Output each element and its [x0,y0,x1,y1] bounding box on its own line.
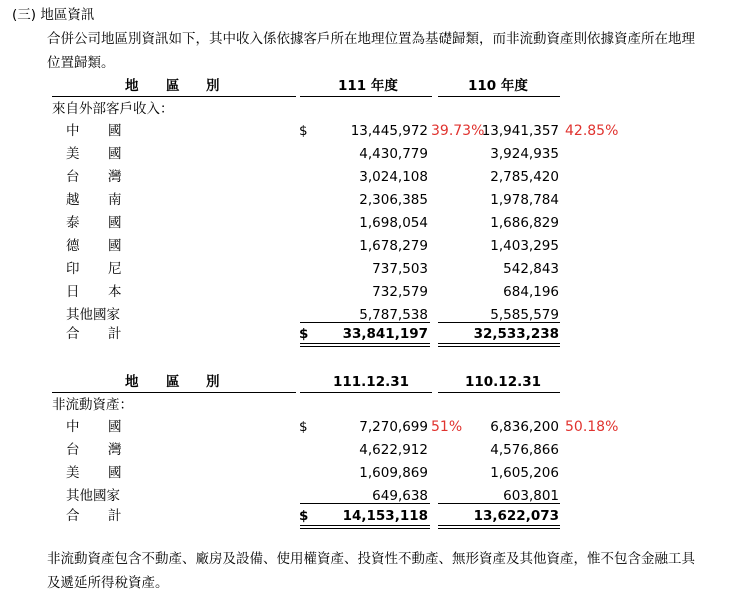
header-col-2022: 111 年度 [338,78,398,94]
footnote-line-1: 非流動資產包含不動產、廠房及設備、使用權資產、投資性不動產、無形資產及其他資產，惟不包含金融工具 [47,551,695,567]
total-label-char: 計 [108,508,122,524]
row-label-char: 美 [66,146,80,162]
row-label-char: 中 [66,123,80,139]
currency-symbol: $ [299,326,309,342]
value-2021: 603,801 [503,488,559,504]
value-2021: 1,605,206 [490,465,559,481]
value-2022: 732,579 [372,284,428,300]
value-2022: 649,638 [372,488,428,504]
row-label-char: 台 [66,442,80,458]
total-double-underline [300,343,430,347]
row-label-char: 本 [108,284,122,300]
row-label-char: 印 [66,261,80,277]
value-2022: 737,503 [372,261,428,277]
row-label-char: 尼 [108,261,122,277]
value-2021: 1,403,295 [490,238,559,254]
row-label-char: 日 [66,284,80,300]
value-2022: 5,787,538 [359,307,428,323]
header-underline [300,96,432,97]
subtotal-underline [438,322,560,323]
row-label-char: 中 [66,419,80,435]
header-col-2021: 110 年度 [468,78,528,94]
total-2021: 32,533,238 [473,326,559,342]
header-region-char: 區 [166,374,180,390]
annotation-percent: 50.18% [565,419,619,435]
row-label-char: 德 [66,238,80,254]
footnote-line-2: 及遞延所得稅資產。 [47,575,169,591]
annotation-percent: 39.73% [431,123,485,139]
value-2022: 1,698,054 [359,215,428,231]
header-underline [300,392,432,393]
row-label: 其他國家 [66,307,120,323]
header-col-2021: 110.12.31 [465,374,542,390]
row-label-char: 國 [108,146,122,162]
row-label-char: 國 [108,215,122,231]
subtotal-underline [438,503,560,504]
value-2022: 7,270,699 [359,419,428,435]
annotation-percent: 51% [431,419,463,435]
annotation-percent: 42.85% [565,123,619,139]
row-label-char: 泰 [66,215,80,231]
header-region-char: 區 [166,78,180,94]
value-2022: 1,678,279 [359,238,428,254]
header-underline [438,392,560,393]
intro-line-1: 合併公司地區別資訊如下，其中收入係依據客戶所在地理位置為基礎歸類，而非流動資產則依據資產所在地理 [47,31,695,47]
header-region-char: 地 [125,78,139,94]
value-2021: 5,585,579 [490,307,559,323]
header-underline [52,392,296,393]
row-label-char: 國 [108,123,122,139]
value-2021: 542,843 [503,261,559,277]
total-label-char: 計 [108,326,122,342]
row-label-char: 國 [108,465,122,481]
value-2021: 6,836,200 [490,419,559,435]
intro-line-2: 位置歸類。 [47,55,115,71]
value-2022: 3,024,108 [359,169,428,185]
value-2022: 2,306,385 [359,192,428,208]
subtotal-underline [300,503,430,504]
header-region-char: 地 [125,374,139,390]
total-2022: 14,153,118 [342,508,428,524]
value-2021: 2,785,420 [490,169,559,185]
value-2022: 13,445,972 [350,123,428,139]
total-double-underline [300,525,430,529]
header-underline [438,96,560,97]
value-2021: 3,924,935 [490,146,559,162]
value-2021: 1,686,829 [490,215,559,231]
row-label-char: 國 [108,238,122,254]
total-label-char: 合 [66,508,80,524]
row-label-char: 灣 [108,442,122,458]
value-2021: 4,576,866 [490,442,559,458]
header-underline [52,96,296,97]
total-2022: 33,841,197 [342,326,428,342]
row-label-char: 美 [66,465,80,481]
header-region-char: 別 [206,78,220,94]
assets-subheading: 非流動資產： [52,397,133,413]
currency-symbol: $ [299,419,308,435]
value-2021: 1,978,784 [490,192,559,208]
total-2021: 13,622,073 [473,508,559,524]
row-label-char: 國 [108,419,122,435]
total-double-underline [438,343,560,347]
header-col-2022: 111.12.31 [333,374,410,390]
total-label-char: 合 [66,326,80,342]
header-region-char: 別 [206,374,220,390]
row-label-char: 台 [66,169,80,185]
currency-symbol: $ [299,123,308,139]
section-title: (三) 地區資訊 [12,7,95,23]
revenue-subheading: 來自外部客戶收入： [52,101,174,117]
subtotal-underline [300,322,430,323]
row-label: 其他國家 [66,488,120,504]
row-label-char: 灣 [108,169,122,185]
row-label-char: 越 [66,192,80,208]
row-label-char: 南 [108,192,122,208]
value-2022: 4,622,912 [359,442,428,458]
value-2021: 13,941,357 [481,123,559,139]
value-2021: 684,196 [503,284,559,300]
currency-symbol: $ [299,508,309,524]
value-2022: 1,609,869 [359,465,428,481]
total-double-underline [438,525,560,529]
value-2022: 4,430,779 [359,146,428,162]
